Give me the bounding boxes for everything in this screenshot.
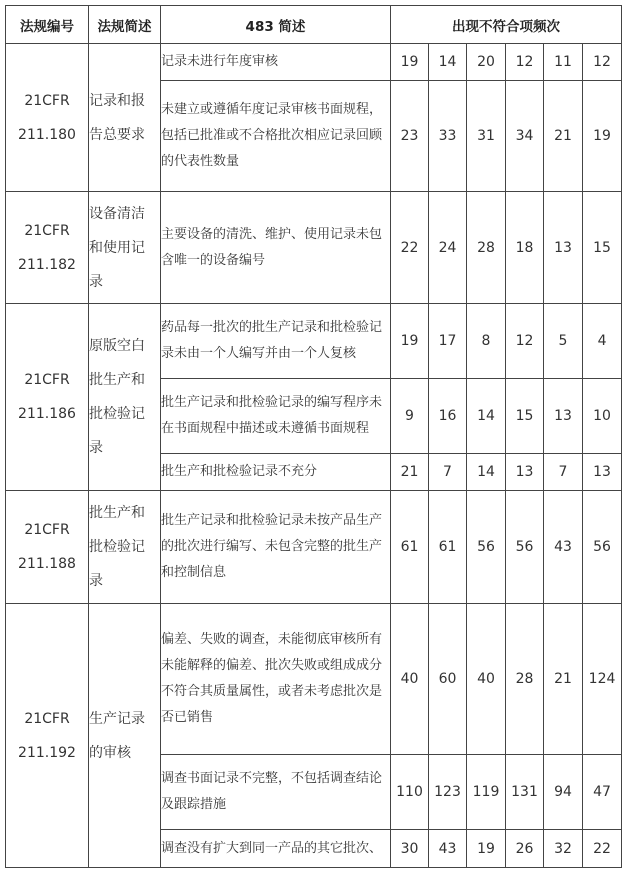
regulation-brief-line: 设备清洁 [89,205,145,222]
regulation-code-line: 21CFR [24,222,70,239]
header-brief: 法规简述 [89,6,161,44]
frequency-cell: 17 [429,304,467,379]
frequency-cell: 33 [429,81,467,192]
frequency-cell: 40 [391,604,429,755]
frequency-cell: 15 [583,192,622,304]
frequency-cell: 19 [467,830,506,868]
frequency-cell: 60 [429,604,467,755]
frequency-cell: 14 [429,44,467,81]
frequency-cell: 14 [467,454,506,491]
frequency-cell: 20 [467,44,506,81]
regulation-code-line: 21CFR [24,522,70,538]
header-code: 法规编号 [6,6,89,44]
frequency-cell: 32 [544,830,583,868]
finding-description: 偏差、失败的调查，未能彻底审核所有未能解释的偏差、批次失败或组成成分不符合其质量属性，或者未考虑批次是否已销售 [161,604,391,755]
header-frequency: 出现不符合项频次 [391,6,622,44]
frequency-cell: 18 [506,192,544,304]
frequency-cell: 13 [506,454,544,491]
table-row [6,604,622,755]
frequency-cell: 14 [467,379,506,454]
frequency-cell: 12 [506,44,544,81]
regulation-brief-line: 批检验记 [89,539,145,555]
regulation-brief-line: 录 [89,273,103,290]
frequency-cell: 61 [429,491,467,604]
frequency-cell: 28 [467,192,506,304]
regulation-brief-line: 批生产和 [89,505,145,521]
frequency-cell: 110 [391,755,429,830]
frequency-cell: 8 [467,304,506,379]
frequency-cell: 22 [583,830,622,868]
regulation-brief-line: 生产记录 [89,710,145,727]
header-desc: 483 简述 [161,6,391,44]
regulation-code-line: 211.188 [18,556,76,572]
regulation-brief-cell [89,491,161,604]
frequency-cell: 7 [429,454,467,491]
regulation-brief-line: 记录和报 [89,92,145,109]
regulation-brief-line: 的审核 [89,744,131,761]
regulation-code-line: 211.186 [18,406,76,422]
frequency-cell: 16 [429,379,467,454]
frequency-cell: 56 [467,491,506,604]
frequency-cell: 9 [391,379,429,454]
finding-description: 调查没有扩大到同一产品的其它批次、 [161,830,391,868]
finding-description: 调查书面记录不完整，不包括调查结论及跟踪措施 [161,755,391,830]
regulation-brief-cell [89,604,161,868]
frequency-cell: 7 [544,454,583,491]
finding-description: 批生产和批检验记录不充分 [161,454,391,491]
frequency-cell: 19 [583,81,622,192]
frequency-cell: 19 [391,44,429,81]
frequency-cell: 30 [391,830,429,868]
finding-description: 记录未进行年度审核 [161,44,391,81]
regulation-brief-cell [89,304,161,491]
frequency-cell: 40 [467,604,506,755]
frequency-cell: 34 [506,81,544,192]
frequency-cell: 5 [544,304,583,379]
finding-description: 未建立或遵循年度记录审核书面规程，包括已批准或不合格批次相应记录回顾的代表性数量 [161,81,391,192]
frequency-cell: 31 [467,81,506,192]
regulation-code-cell [6,44,89,192]
regulation-brief-line: 和使用记 [89,239,145,256]
frequency-cell: 15 [506,379,544,454]
regulation-brief-line: 批检验记 [89,406,145,422]
table-body [6,44,622,868]
frequency-cell: 131 [506,755,544,830]
frequency-cell: 21 [544,81,583,192]
regulation-brief-line: 录 [89,440,103,456]
frequency-cell: 94 [544,755,583,830]
regulation-code-line: 211.180 [18,126,76,143]
header-row [6,6,622,44]
finding-description: 药品每一批次的批生产记录和批检验记录未由一个人编写并由一个人复核 [161,304,391,379]
frequency-cell: 22 [391,192,429,304]
frequency-cell: 61 [391,491,429,604]
regulation-code-line: 211.182 [18,256,76,273]
regulation-brief-line: 原版空白 [89,338,145,354]
regulation-code-cell [6,604,89,868]
frequency-cell: 13 [544,379,583,454]
frequency-cell: 13 [583,454,622,491]
frequency-cell: 119 [467,755,506,830]
regulation-code-line: 211.192 [18,744,76,761]
regulation-brief-line: 告总要求 [89,126,145,143]
regulation-code-line: 21CFR [24,710,70,727]
finding-description: 批生产记录和批检验记录未按产品生产的批次进行编写、未包含完整的批生产和控制信息 [161,491,391,604]
regulation-code-cell [6,491,89,604]
finding-description: 批生产记录和批检验记录的编写程序未在书面规程中描述或未遵循书面规程 [161,379,391,454]
frequency-cell: 43 [544,491,583,604]
frequency-cell: 56 [506,491,544,604]
frequency-cell: 4 [583,304,622,379]
frequency-cell: 24 [429,192,467,304]
finding-description: 主要设备的清洗、维护、使用记录未包含唯一的设备编号 [161,192,391,304]
frequency-cell: 56 [583,491,622,604]
frequency-cell: 11 [544,44,583,81]
frequency-cell: 124 [583,604,622,755]
frequency-cell: 19 [391,304,429,379]
frequency-cell: 10 [583,379,622,454]
frequency-cell: 26 [506,830,544,868]
regulation-code-cell [6,192,89,304]
regulation-brief-cell [89,192,161,304]
regulation-brief-cell [89,44,161,192]
table-row [6,44,622,81]
frequency-cell: 13 [544,192,583,304]
frequency-cell: 28 [506,604,544,755]
regulation-code-cell [6,304,89,491]
table-row [6,192,622,304]
table-row [6,304,622,379]
frequency-cell: 47 [583,755,622,830]
frequency-cell: 12 [506,304,544,379]
regulation-brief-line: 录 [89,573,103,589]
frequency-cell: 21 [544,604,583,755]
regulation-code-line: 21CFR [24,372,70,388]
regulation-code-line: 21CFR [24,92,70,109]
frequency-cell: 12 [583,44,622,81]
table-row [6,491,622,604]
frequency-cell: 43 [429,830,467,868]
frequency-cell: 21 [391,454,429,491]
regulation-table [5,5,622,868]
regulation-brief-line: 批生产和 [89,372,145,388]
frequency-cell: 23 [391,81,429,192]
frequency-cell: 123 [429,755,467,830]
